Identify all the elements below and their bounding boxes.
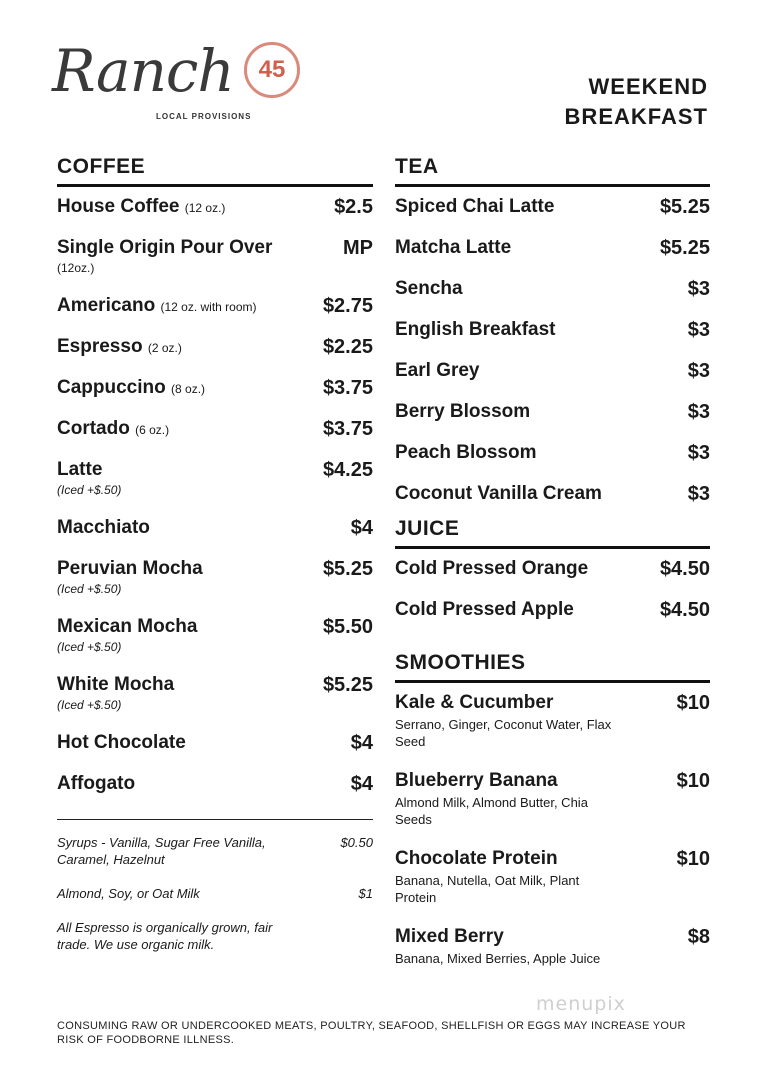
item-price: $4.50	[659, 558, 710, 580]
menu-item	[395, 598, 710, 639]
item-name: White Mocha	[57, 674, 175, 695]
item-name: Chocolate Protein	[395, 848, 558, 869]
menu-item	[395, 400, 710, 441]
menu-item	[57, 376, 373, 417]
extras-row	[57, 885, 373, 902]
logo-script-text: Ranch	[52, 37, 234, 105]
menu-title-line-2: BREAKFAST	[564, 104, 708, 129]
menu-item	[57, 516, 373, 557]
item-price: $3	[687, 278, 710, 300]
menu-item	[395, 195, 710, 236]
item-price: $4.25	[322, 459, 373, 481]
item-description: Banana, Nutella, Oat Milk, Plant Protein	[395, 873, 580, 905]
item-price: $4	[350, 773, 373, 795]
item-note: (6 oz.)	[135, 423, 170, 437]
right-column	[395, 153, 710, 975]
logo-tagline: LOCAL PROVISIONS	[156, 112, 252, 121]
item-price: $10	[676, 692, 710, 714]
item-name: Cappuccino	[57, 377, 166, 398]
item-note: (12 oz.)	[184, 201, 226, 215]
menu-item	[57, 673, 373, 731]
extras-price: $1	[358, 886, 373, 901]
item-name: Latte	[57, 459, 103, 480]
menu-item	[57, 236, 373, 294]
item-price: $5.25	[322, 558, 373, 580]
menu-item	[395, 925, 710, 975]
menu-title-line-1: WEEKEND	[588, 74, 708, 99]
menu-item	[395, 482, 710, 515]
item-name: Cortado	[57, 418, 130, 439]
logo-number-badge: 45	[244, 42, 300, 98]
coffee-extras	[57, 834, 373, 953]
espresso-note: All Espresso is organically grown, fair trade. We use organic milk.	[57, 920, 273, 952]
item-name: Berry Blossom	[395, 401, 531, 422]
section-gap	[395, 639, 710, 649]
item-name: Blueberry Banana	[395, 770, 558, 791]
item-price: $5.25	[322, 674, 373, 696]
item-price: $3	[687, 442, 710, 464]
menu-item	[57, 294, 373, 335]
item-price: $4	[350, 732, 373, 754]
item-name: Cold Pressed Orange	[395, 558, 589, 579]
item-price: $4	[350, 517, 373, 539]
item-price: $3	[687, 483, 710, 505]
menu-item	[395, 318, 710, 359]
item-name: Macchiato	[57, 517, 150, 538]
menu-item	[57, 615, 373, 673]
menu-item	[57, 772, 373, 813]
item-price: $10	[676, 770, 710, 792]
item-note: (2 oz.)	[147, 341, 182, 355]
item-name: Spiced Chai Latte	[395, 196, 555, 217]
item-price: $2.25	[322, 336, 373, 358]
coffee-section	[57, 153, 373, 953]
item-price: $3	[687, 401, 710, 423]
menu-title	[565, 72, 708, 132]
menu-item	[395, 769, 710, 847]
item-name: Hot Chocolate	[57, 732, 186, 753]
brand-logo	[52, 37, 312, 124]
extras-text: Almond, Soy, or Oat Milk	[57, 886, 200, 901]
coffee-section-title: COFFEE	[57, 153, 373, 187]
menu-item	[395, 277, 710, 318]
item-name: Cold Pressed Apple	[395, 599, 574, 620]
coffee-divider	[57, 819, 373, 820]
item-name: Coconut Vanilla Cream	[395, 483, 602, 504]
watermark: menupix	[536, 993, 626, 1015]
item-name: House Coffee	[57, 196, 180, 217]
item-price: $5.25	[659, 196, 710, 218]
menu-item	[57, 731, 373, 772]
food-safety-disclaimer: CONSUMING RAW OR UNDERCOOKED MEATS, POULTRY, SEAFOOD, SHELLFISH OR EGGS MAY INCREASE YOUR RISK OF FOODBORNE ILLNESS.	[57, 1020, 686, 1046]
menu-item	[57, 335, 373, 376]
item-sub-note: (Iced +$.50)	[57, 483, 122, 497]
item-name: Mixed Berry	[395, 926, 504, 947]
item-price: $3	[687, 360, 710, 382]
menu-item	[395, 691, 710, 769]
item-price: $2.75	[322, 295, 373, 317]
extras-price: $0.50	[340, 835, 373, 850]
menu-item	[57, 417, 373, 458]
item-name: English Breakfast	[395, 319, 556, 340]
item-price: $3.75	[322, 377, 373, 399]
smoothies-section-title: SMOOTHIES	[395, 649, 710, 683]
menu-item	[57, 458, 373, 516]
item-description: Almond Milk, Almond Butter, Chia Seeds	[395, 795, 588, 827]
menu-item	[395, 359, 710, 400]
item-price: $5.25	[659, 237, 710, 259]
item-description: Banana, Mixed Berries, Apple Juice	[395, 951, 601, 966]
juice-section-title: JUICE	[395, 515, 710, 549]
item-name: Matcha Latte	[395, 237, 512, 258]
item-price: $5.50	[322, 616, 373, 638]
item-sub-note: (Iced +$.50)	[57, 640, 122, 654]
item-name: Affogato	[57, 773, 136, 794]
extras-text: Syrups - Vanilla, Sugar Free Vanilla, Caramel, Hazelnut	[57, 835, 266, 867]
item-price: $3.75	[322, 418, 373, 440]
menu-item	[395, 847, 710, 925]
item-price: $8	[687, 926, 710, 948]
item-name: Mexican Mocha	[57, 616, 198, 637]
item-price: $4.50	[659, 599, 710, 621]
item-description: Serrano, Ginger, Coconut Water, Flax Seed	[395, 717, 612, 749]
item-name: Single Origin Pour Over	[57, 237, 273, 258]
menu-item	[395, 557, 710, 598]
menu-item	[57, 195, 373, 236]
item-name: Peruvian Mocha	[57, 558, 203, 579]
menu-item	[57, 557, 373, 615]
item-name: Sencha	[395, 278, 463, 299]
item-sub-note: (Iced +$.50)	[57, 698, 122, 712]
menu-item	[395, 236, 710, 277]
item-sub-note: (12oz.)	[57, 261, 95, 275]
item-name: Peach Blossom	[395, 442, 537, 463]
menu-item	[395, 441, 710, 482]
item-name: Americano	[57, 295, 156, 316]
item-price: $2.5	[334, 196, 373, 218]
item-note: (8 oz.)	[171, 382, 206, 396]
item-name: Kale & Cucumber	[395, 692, 554, 713]
item-note: (12 oz. with room)	[160, 300, 257, 314]
item-sub-note: (Iced +$.50)	[57, 582, 122, 596]
item-name: Espresso	[57, 336, 143, 357]
item-price: $10	[676, 848, 710, 870]
item-price: $3	[687, 319, 710, 341]
tea-section-title: TEA	[395, 153, 710, 187]
extras-row	[57, 834, 373, 868]
item-name: Earl Grey	[395, 360, 480, 381]
item-price: MP	[343, 237, 373, 259]
